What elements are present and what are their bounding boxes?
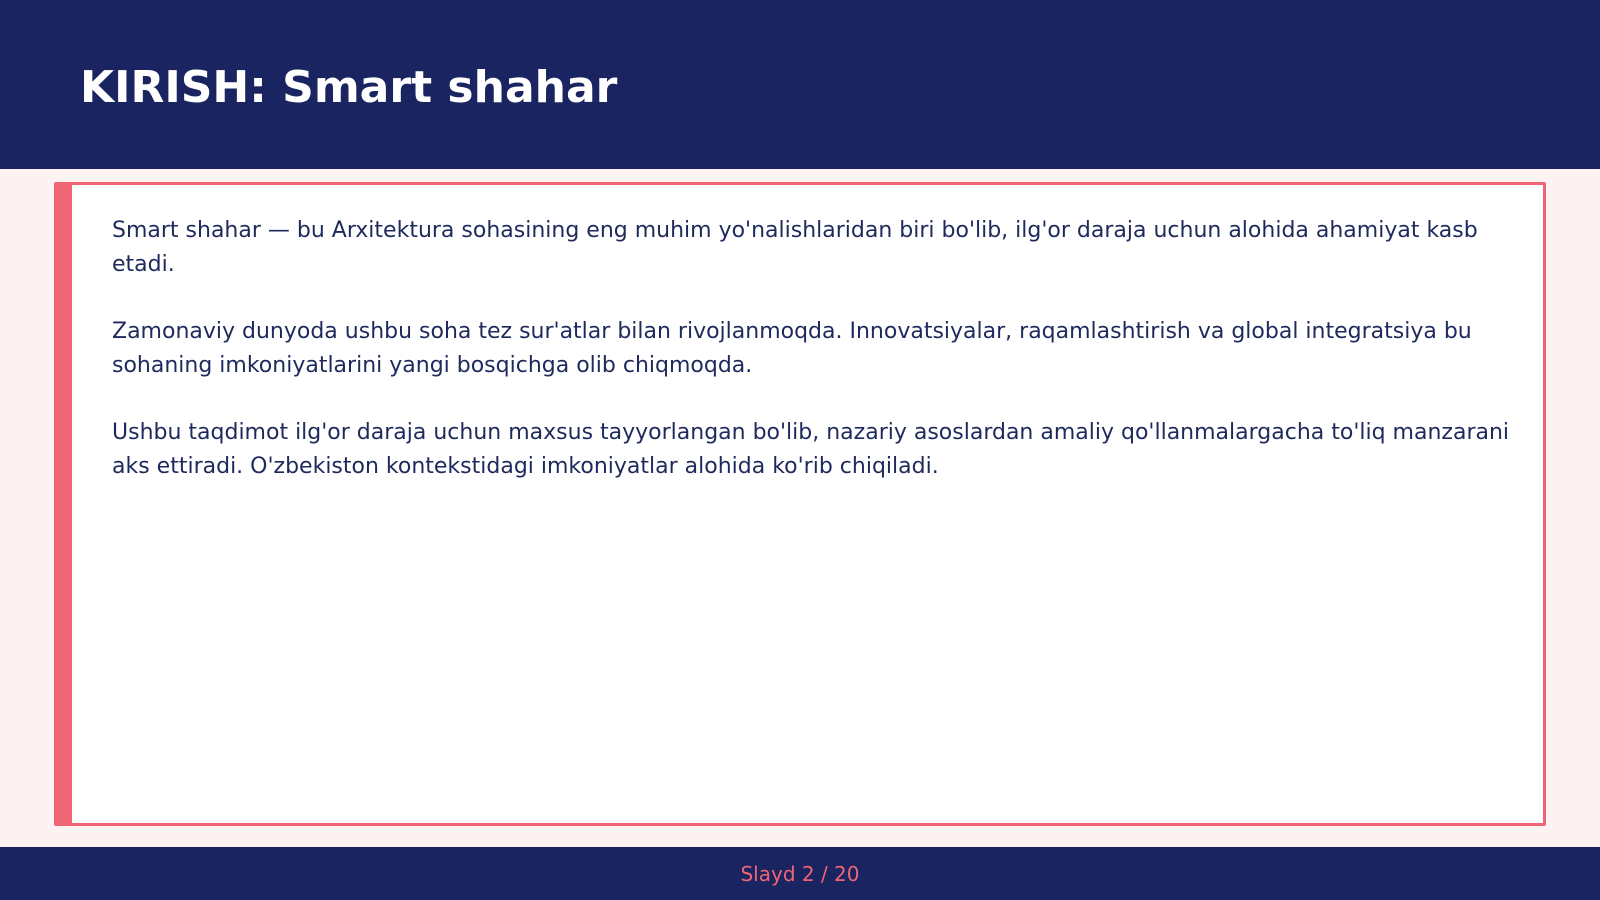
slide-footer (0, 847, 1600, 900)
paragraph-presentation: Ushbu taqdimot ilg'or daraja uchun maxsus tayyorlangan bo'lib, nazariy asoslardan amaliy qo'llanmalargacha to'liq manzarani aks ettiradi. O'zbekiston kontekstidagi imkoniyatlar alohida ko'rib chiqiladi. (112, 420, 1510, 479)
content-card (54, 182, 1546, 826)
slide-header (0, 0, 1600, 169)
paragraph-development: Zamonaviy dunyoda ushbu soha tez sur'atlar bilan rivojlanmoqda. Innovatsiyalar, raqamlashtirish va global integratsiya bu sohaning imkoniyatlarini yangi bosqichga olib chiqmoqda. (112, 319, 1472, 378)
content-body (112, 214, 1512, 517)
slide-counter: Slayd 2 / 20 (740, 862, 860, 886)
paragraph-intro: Smart shahar — bu Arxitektura sohasining eng muhim yo'nalishlaridan biri bo'lib, ilg'or daraja uchun alohida ahamiyat kasb etadi. (112, 218, 1478, 277)
slide-title: KIRISH: Smart shahar (80, 62, 618, 113)
